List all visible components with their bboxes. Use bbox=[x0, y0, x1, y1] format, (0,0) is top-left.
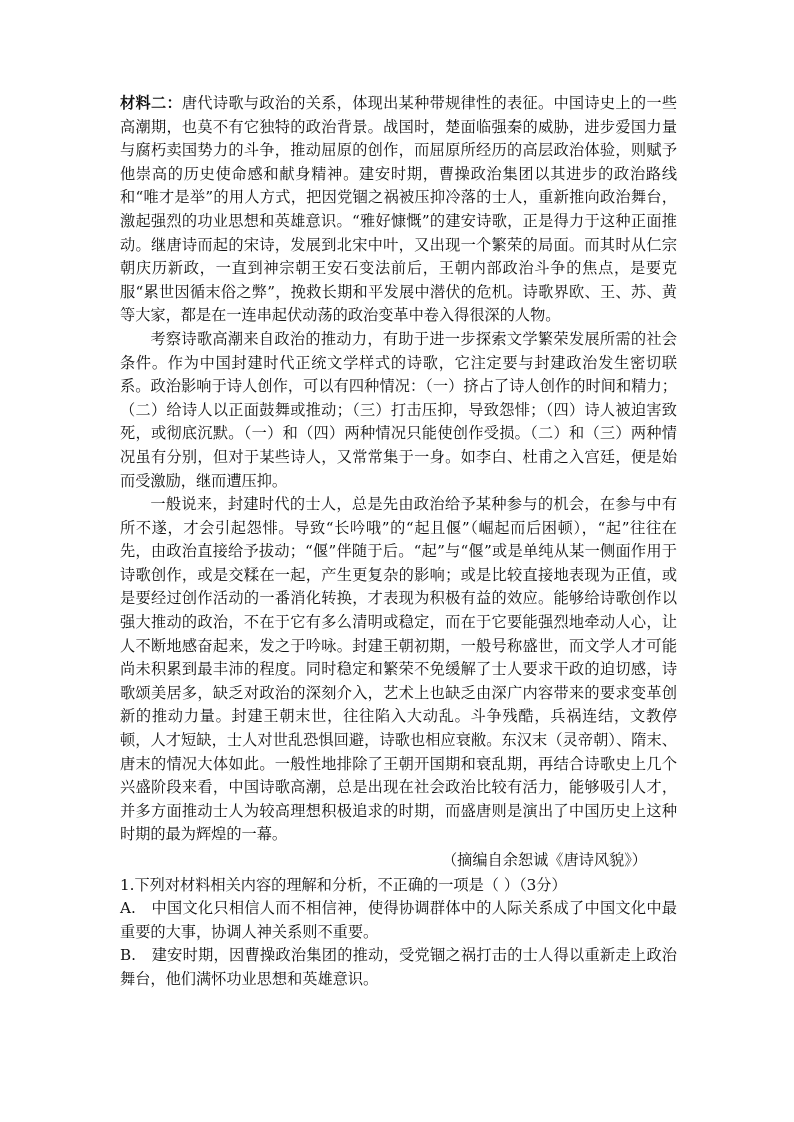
material-lead-label: 材料二： bbox=[120, 94, 182, 112]
document-page bbox=[120, 92, 677, 992]
material-paragraph-1-text: 唐代诗歌与政治的关系，体现出某种带规律性的表征。中国诗史上的一些高潮期，也莫不有它独特的政治背景。战国时，楚面临强秦的威胁，进步爱国力量与腐朽卖国势力的斗争，推动屈原的创作，而屈原所经历的高层政治体验，则赋予他崇高的历史使命感和献身精神。建安时期，曹操政治集团以其进步的政治路线和“唯才是举”的用人方式，把因党锢之祸被压抑冷落的士人，重新推向政治舞台，激起强烈的功业思想和英雄意识。“雅好慷慨”的建安诗歌，正是得力于这种正面推动。继唐诗而起的宋诗，发展到北宋中叶，又出现一个繁荣的局面。而其时从仁宗朝庆历新政，一直到神宗朝王安石变法前后，王朝内部政治斗争的焦点，是要克服“累世因循末俗之弊”，挽救长期和平发展中潜伏的危机。诗歌界欧、王、苏、黄等大家，都是在一连串起伏动荡的政治变革中卷入得很深的人物。 bbox=[120, 94, 678, 325]
option-a: A. 中国文化只相信人而不相信神，使得协调群体中的人际关系成了中国文化中最重要的大事，协调人神关系则不重要。 bbox=[120, 899, 677, 941]
material-paragraph-1 bbox=[120, 92, 677, 328]
question-stem: 1.下列对材料相关内容的理解和分析，不正确的一项是（ ）（3分） bbox=[120, 875, 567, 894]
material-paragraph-3: 一般说来，封建时代的士人，总是先由政治给予某种参与的机会，在参与中有所不遂，才会引起怨悱。导致“长吟哦”的“起且偃”（崛起而后困顿），“起”往往在先，由政治直接给予拔动；“偃”伴随于后。“起”与“偃”或是单纯从某一侧面作用于诗歌创作，或是交糅在一起，产生更复杂的影响；或是比较直接地表现为正值，或是要经过创作活动的一番消化转换，才表现为积极有益的效应。能够给诗歌创作以强大推动的政治，不在于它有多么清明或稳定，而在于它要能强烈地牵动人心，让人不断地感奋起来，发之于吟咏。封建王朝初期，一般号称盛世，而文学人才可能尚未积累到最丰沛的程度。同时稳定和繁荣不免缓解了士人要求干政的迫切感，诗歌颂美居多，缺乏对政治的深刻介入，艺术上也缺乏由深广内容带来的要求变革创新的推动力量。封建王朝末世，往往陷入大动乱。斗争残酷，兵祸连结，文教停顿，人才短缺，士人对世乱恐惧回避，诗歌也相应衰敝。东汉末（灵帝朝）、隋末、唐末的情况大体如此。一般性地排除了王朝开国期和衰乱期，再结合诗歌史上几个兴盛阶段来看，中国诗歌高潮，总是出现在社会政治比较有活力，能够吸引人才，并多方面推动士人为较高理想积极追求的时期，而盛唐则是演出了中国历史上这种时期的最为辉煌的一幕。 bbox=[120, 495, 677, 844]
source-citation: （摘编自余恕诚《唐诗风貌》） bbox=[441, 851, 647, 869]
material-paragraph-2: 考察诗歌高潮来自政治的推动力，有助于进一步探索文学繁荣发展所需的社会条件。作为中国封建时代正统文学样式的诗歌，它注定要与封建政治发生密切联系。政治影响于诗人创作，可以有四种情况：（一）挤占了诗人创作的时间和精力；（二）给诗人以正面鼓舞或推动；（三）打击压抑，导致怨悱；（四）诗人被迫害致死，或彻底沉默。（一）和（四）两种情况只能使创作受损。（二）和（三）两种情况虽有分别，但对于某些诗人，又常常集于一身。如李白、杜甫之入宫廷，便是始而受激励，继而遭压抑。 bbox=[120, 329, 677, 490]
option-b: B. 建安时期，因曹操政治集团的推动，受党锢之祸打击的士人得以重新走上政治舞台，他们满怀功业思想和英雄意识。 bbox=[120, 946, 677, 988]
